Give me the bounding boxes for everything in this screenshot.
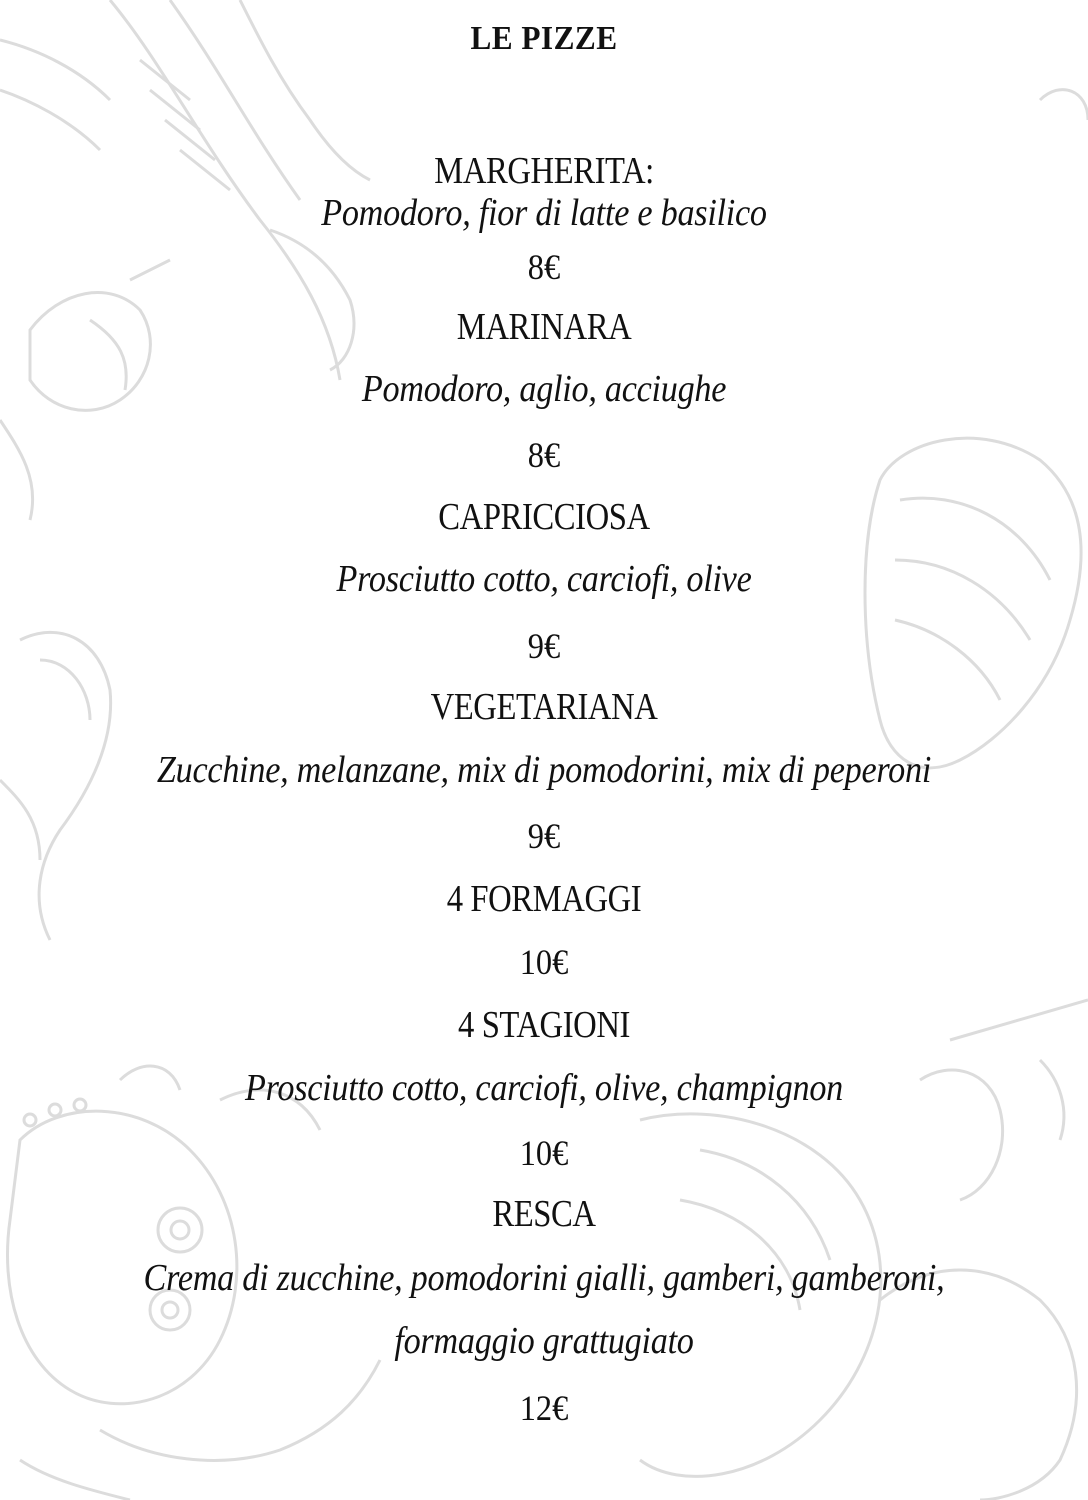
pizza-price-margherita: 8€ (527, 247, 561, 287)
pizza-name-4-formaggi: 4 FORMAGGI (446, 878, 642, 920)
pizza-description-resca-line2: formaggio grattugiato (394, 1320, 694, 1362)
pizza-name-marinara: MARINARA (456, 306, 632, 348)
pizza-description-vegetariana: Zucchine, melanzane, mix di pomodorini, mix di peperoni (156, 749, 932, 791)
menu-title: LE PIZZE (470, 20, 618, 57)
pizza-description-marinara: Pomodoro, aglio, acciughe (361, 368, 727, 410)
pizza-description-resca-line1: Crema di zucchine, pomodorini gialli, gamberi, gamberoni, (143, 1257, 945, 1299)
pizza-description-4-stagioni: Prosciutto cotto, carciofi, olive, champignon (245, 1067, 843, 1109)
pizza-price-resca: 12€ (519, 1388, 569, 1428)
pizza-price-marinara: 8€ (527, 435, 561, 475)
pizza-price-4-formaggi: 10€ (519, 942, 569, 982)
pizza-name-4-stagioni: 4 STAGIONI (458, 1004, 630, 1046)
pizza-price-4-stagioni: 10€ (519, 1133, 569, 1173)
pizza-description-margherita: Pomodoro, fior di latte e basilico (321, 192, 767, 234)
pizza-price-vegetariana: 9€ (527, 816, 561, 856)
pizza-price-capricciosa: 9€ (527, 626, 561, 666)
pizza-name-resca: RESCA (492, 1193, 596, 1235)
pizza-name-vegetariana: VEGETARIANA (430, 686, 658, 728)
fish-icon (640, 1114, 1077, 1500)
clam-shell-icon (865, 90, 1088, 768)
pizza-name-margherita: MARGHERITA: (434, 150, 654, 192)
pizza-description-capricciosa: Prosciutto cotto, carciofi, olive (336, 558, 752, 600)
pizza-name-capricciosa: CAPRICCIOSA (438, 496, 650, 538)
